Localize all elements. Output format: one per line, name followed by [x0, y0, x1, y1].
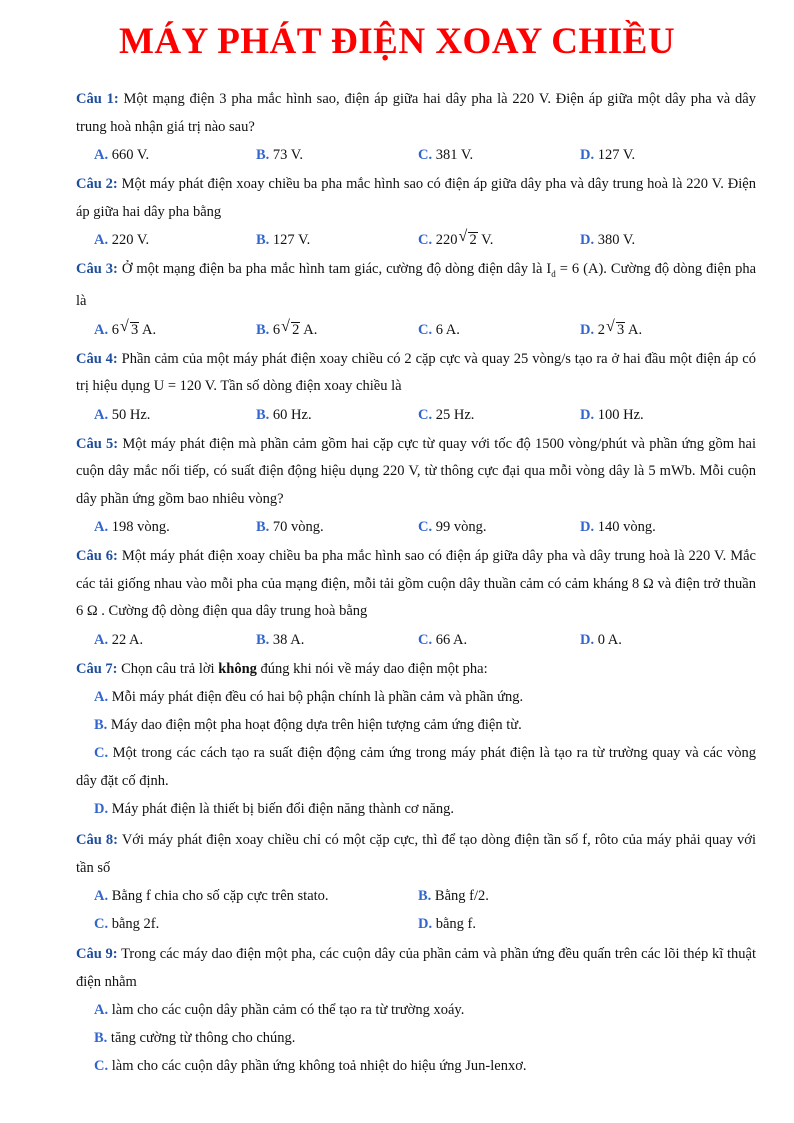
option-c: [418, 626, 580, 654]
radicand: 3: [616, 321, 625, 338]
option-text: Bằng f chia cho số cặp cực trên stato.: [108, 888, 329, 905]
option-text: 220: [432, 232, 458, 248]
page-title: MÁY PHÁT ĐIỆN XOAY CHIỀU: [118, 21, 676, 62]
question-label: Câu 2:: [76, 176, 118, 192]
option-letter: D.: [580, 519, 595, 536]
option-unit: V.: [477, 232, 494, 248]
option-c: [418, 316, 580, 344]
options-row: [94, 626, 756, 654]
option-d: [76, 795, 756, 823]
option-letter: C.: [94, 916, 109, 933]
question-label: Câu 5:: [76, 435, 119, 452]
option-b: [256, 626, 418, 654]
option-text: 220 V.: [108, 232, 150, 248]
option-letter: C.: [418, 406, 433, 423]
option-letter: B.: [256, 232, 270, 248]
option-a: [76, 683, 756, 711]
option-letter: B.: [256, 147, 270, 163]
question-text: Trong các máy dao điện một pha, các cuộn dây của phần cảm và phần ứng đều quấn trên các lõi thép kĩ thuật điện nhằm: [76, 946, 756, 990]
option-text: làm cho các cuộn dây phần ứng không toả nhiệt do hiệu ứng Jun-lenxơ.: [108, 1058, 527, 1075]
option-a: [94, 226, 256, 254]
option-letter: B.: [418, 888, 432, 905]
radicand: 2: [469, 232, 477, 248]
option-text: bằng 2f.: [108, 916, 160, 933]
option-text: Máy phát điện là thiết bị biến đổi điện năng thành cơ năng.: [108, 801, 455, 818]
option-a: [94, 626, 256, 654]
option-letter: B.: [256, 406, 270, 423]
question-label: Câu 7:: [76, 660, 118, 677]
square-root: [282, 316, 300, 344]
option-b: [256, 226, 418, 254]
option-d: [580, 513, 742, 541]
option-letter: D.: [94, 801, 109, 818]
question-text: Một máy phát điện xoay chiều ba pha mắc hình sao có điện áp giữa dây pha và dây trung hoà là 220 V. Mắc các tải giống nhau vào mỗi pha của mạng điện, mỗi tải gồm cuộn dây thuần cảm có cảm kháng 8 Ω và điện trở thuần 6 Ω . Cường độ dòng điện qua dây trung hoà bằng: [76, 548, 756, 620]
option-letter: C.: [418, 147, 433, 163]
option-letter: A.: [94, 147, 109, 163]
option-b: [256, 316, 418, 344]
options-row: [94, 316, 756, 344]
question-8: [76, 827, 756, 882]
question-list: [76, 86, 756, 1080]
square-root: [121, 316, 139, 344]
option-letter: D.: [580, 406, 595, 423]
question-text: Một mạng điện 3 pha mắc hình sao, điện áp giữa hai dây pha là 220 V. Điện áp giữa một dây pha và dây trung hoà nhận giá trị nào sau?: [76, 91, 756, 135]
option-letter: B.: [256, 631, 270, 648]
option-c: [76, 1052, 756, 1080]
option-letter: A.: [94, 1002, 109, 1019]
option-b: [256, 401, 418, 429]
option-letter: B.: [256, 519, 270, 536]
question-label: Câu 4:: [76, 350, 118, 367]
option-text: 60 Hz.: [269, 406, 312, 423]
option-b: [256, 141, 418, 169]
option-a: [94, 316, 256, 344]
option-text: 660 V.: [108, 147, 150, 163]
question-label: Câu 6:: [76, 548, 118, 565]
option-text: 0 A.: [594, 631, 622, 648]
option-letter: A.: [94, 232, 109, 248]
option-text: Mỗi máy phát điện đều có hai bộ phận chính là phần cảm và phần ứng.: [108, 689, 524, 706]
question-6: [76, 543, 756, 626]
option-d: [580, 316, 742, 344]
question-1: [76, 86, 756, 141]
option-text: 70 vòng.: [269, 519, 324, 536]
option-d: [580, 226, 742, 254]
option-c: [418, 226, 580, 254]
option-letter: C.: [94, 1058, 109, 1075]
question-emphasis: không: [218, 660, 257, 677]
question-5: [76, 431, 756, 514]
option-text: 38 A.: [269, 631, 305, 648]
question-text: Một máy phát điện xoay chiều ba pha mắc hình sao có điện áp giữa dây pha và dây trung hoà là 220 V. Điện áp giữa hai dây pha bằng: [76, 176, 756, 220]
option-letter: C.: [418, 631, 433, 648]
option-letter: D.: [580, 321, 595, 338]
option-text: bằng f.: [432, 916, 476, 933]
options-row: [94, 882, 756, 910]
question-text: Với máy phát điện xoay chiều chỉ có một cặp cực, thì để tạo dòng điện tần số f, rôto của máy phải quay với tần số: [76, 832, 756, 876]
question-text: Một máy phát điện mà phần cảm gồm hai cặp cực từ quay với tốc độ 1500 vòng/phút và phần ứng gồm hai cuộn dây mắc nối tiếp, có suất điện động hiệu dụng 220 V, từ thông cực đại qua mỗi vòng dây là 5 mWb. Mỗi cuộn dây phần ứng gồm bao nhiêu vòng?: [76, 435, 756, 507]
option-a: [76, 996, 756, 1024]
option-letter: A.: [94, 406, 109, 423]
radicand: 2: [292, 321, 300, 338]
option-letter: C.: [418, 321, 433, 338]
option-b: [76, 1024, 756, 1052]
option-d: [418, 910, 742, 938]
subscript: d: [551, 268, 556, 279]
option-text: 25 Hz.: [432, 406, 475, 423]
question-label: Câu 3:: [76, 261, 118, 277]
option-c: [418, 401, 580, 429]
option-letter: B.: [94, 1030, 108, 1047]
option-letter: D.: [580, 631, 595, 648]
option-text: 140 vòng.: [594, 519, 656, 536]
options-row: [94, 226, 756, 254]
option-a: [94, 141, 256, 169]
option-text: 99 vòng.: [432, 519, 487, 536]
option-letter: C.: [418, 232, 433, 248]
option-text: 127 V.: [269, 232, 311, 248]
option-text: tăng cường từ thông cho chúng.: [107, 1030, 296, 1047]
option-a: [94, 882, 418, 910]
option-text: 66 A.: [432, 631, 468, 648]
option-letter: A.: [94, 519, 109, 536]
question-text: Phần cảm của một máy phát điện xoay chiều có 2 cặp cực và quay 25 vòng/s tạo ra ở hai đầu một điện áp có trị hiệu dụng U = 120 V. Tần số dòng điện xoay chiều là: [76, 350, 756, 395]
option-text: 380 V.: [594, 232, 636, 248]
option-letter: B.: [94, 717, 108, 734]
option-d: [580, 141, 742, 169]
option-text: 22 A.: [108, 631, 144, 648]
option-text: 100 Hz.: [594, 406, 644, 423]
options-row: [94, 513, 756, 541]
square-root: [607, 316, 625, 344]
option-text: 2: [594, 321, 605, 338]
question-7: [76, 656, 756, 684]
question-text: = 6 (A). Cường độ dòng điện pha là: [76, 261, 757, 310]
option-b: [418, 882, 742, 910]
option-c: [94, 910, 418, 938]
option-unit: A.: [300, 321, 318, 338]
option-d: [580, 401, 742, 429]
option-text: Một trong các cách tạo ra suất điện động cảm ứng trong máy phát điện là tạo ra từ trường quay và các vòng dây đặt cố định.: [76, 745, 756, 790]
option-letter: D.: [418, 916, 433, 933]
question-label: Câu 1:: [76, 91, 119, 107]
question-3: [76, 256, 756, 316]
option-text: 73 V.: [269, 147, 304, 163]
option-text: 381 V.: [432, 147, 474, 163]
option-letter: C.: [94, 745, 109, 762]
radicand: 3: [130, 321, 139, 338]
option-d: [580, 626, 742, 654]
square-root: [459, 226, 477, 254]
option-letter: B.: [256, 321, 270, 338]
question-9: [76, 941, 756, 996]
question-text: Chọn câu trả lời: [117, 660, 219, 677]
option-unit: A.: [139, 321, 157, 338]
option-letter: A.: [94, 321, 109, 338]
option-letter: A.: [94, 888, 109, 905]
option-b: [256, 513, 418, 541]
option-a: [94, 401, 256, 429]
question-label: Câu 9:: [76, 946, 118, 963]
question-4: [76, 346, 756, 401]
question-text: Ở một mạng điện ba pha mắc hình tam giác, cường độ dòng điện dây là I: [117, 261, 552, 277]
option-text: 127 V.: [594, 147, 636, 163]
option-text: Bằng f/2.: [431, 888, 489, 905]
options-row: [94, 910, 756, 938]
option-text: 50 Hz.: [108, 406, 151, 423]
option-b: [76, 711, 756, 739]
option-c: [418, 141, 580, 169]
question-2: [76, 171, 756, 226]
question-label: Câu 8:: [76, 832, 118, 849]
option-letter: A.: [94, 689, 109, 706]
options-row: [94, 401, 756, 429]
option-letter: D.: [580, 232, 595, 248]
option-text: làm cho các cuộn dây phần cảm có thể tạo ra từ trường xoáy.: [108, 1002, 465, 1019]
option-text: 6: [269, 321, 281, 338]
option-text: Máy dao điện một pha hoạt động dựa trên hiện tượng cảm ứng điện từ.: [107, 717, 522, 734]
option-text: 6 A.: [432, 321, 460, 338]
question-text: đúng khi nói về máy dao điện một pha:: [256, 660, 488, 677]
option-letter: A.: [94, 631, 109, 648]
options-row: [94, 141, 756, 169]
option-c: [418, 513, 580, 541]
option-letter: D.: [580, 147, 595, 163]
option-c: [76, 739, 756, 795]
option-letter: C.: [418, 519, 433, 536]
option-a: [94, 513, 256, 541]
option-text: 6: [108, 321, 119, 338]
option-unit: A.: [625, 321, 643, 338]
option-text: 198 vòng.: [108, 519, 170, 536]
